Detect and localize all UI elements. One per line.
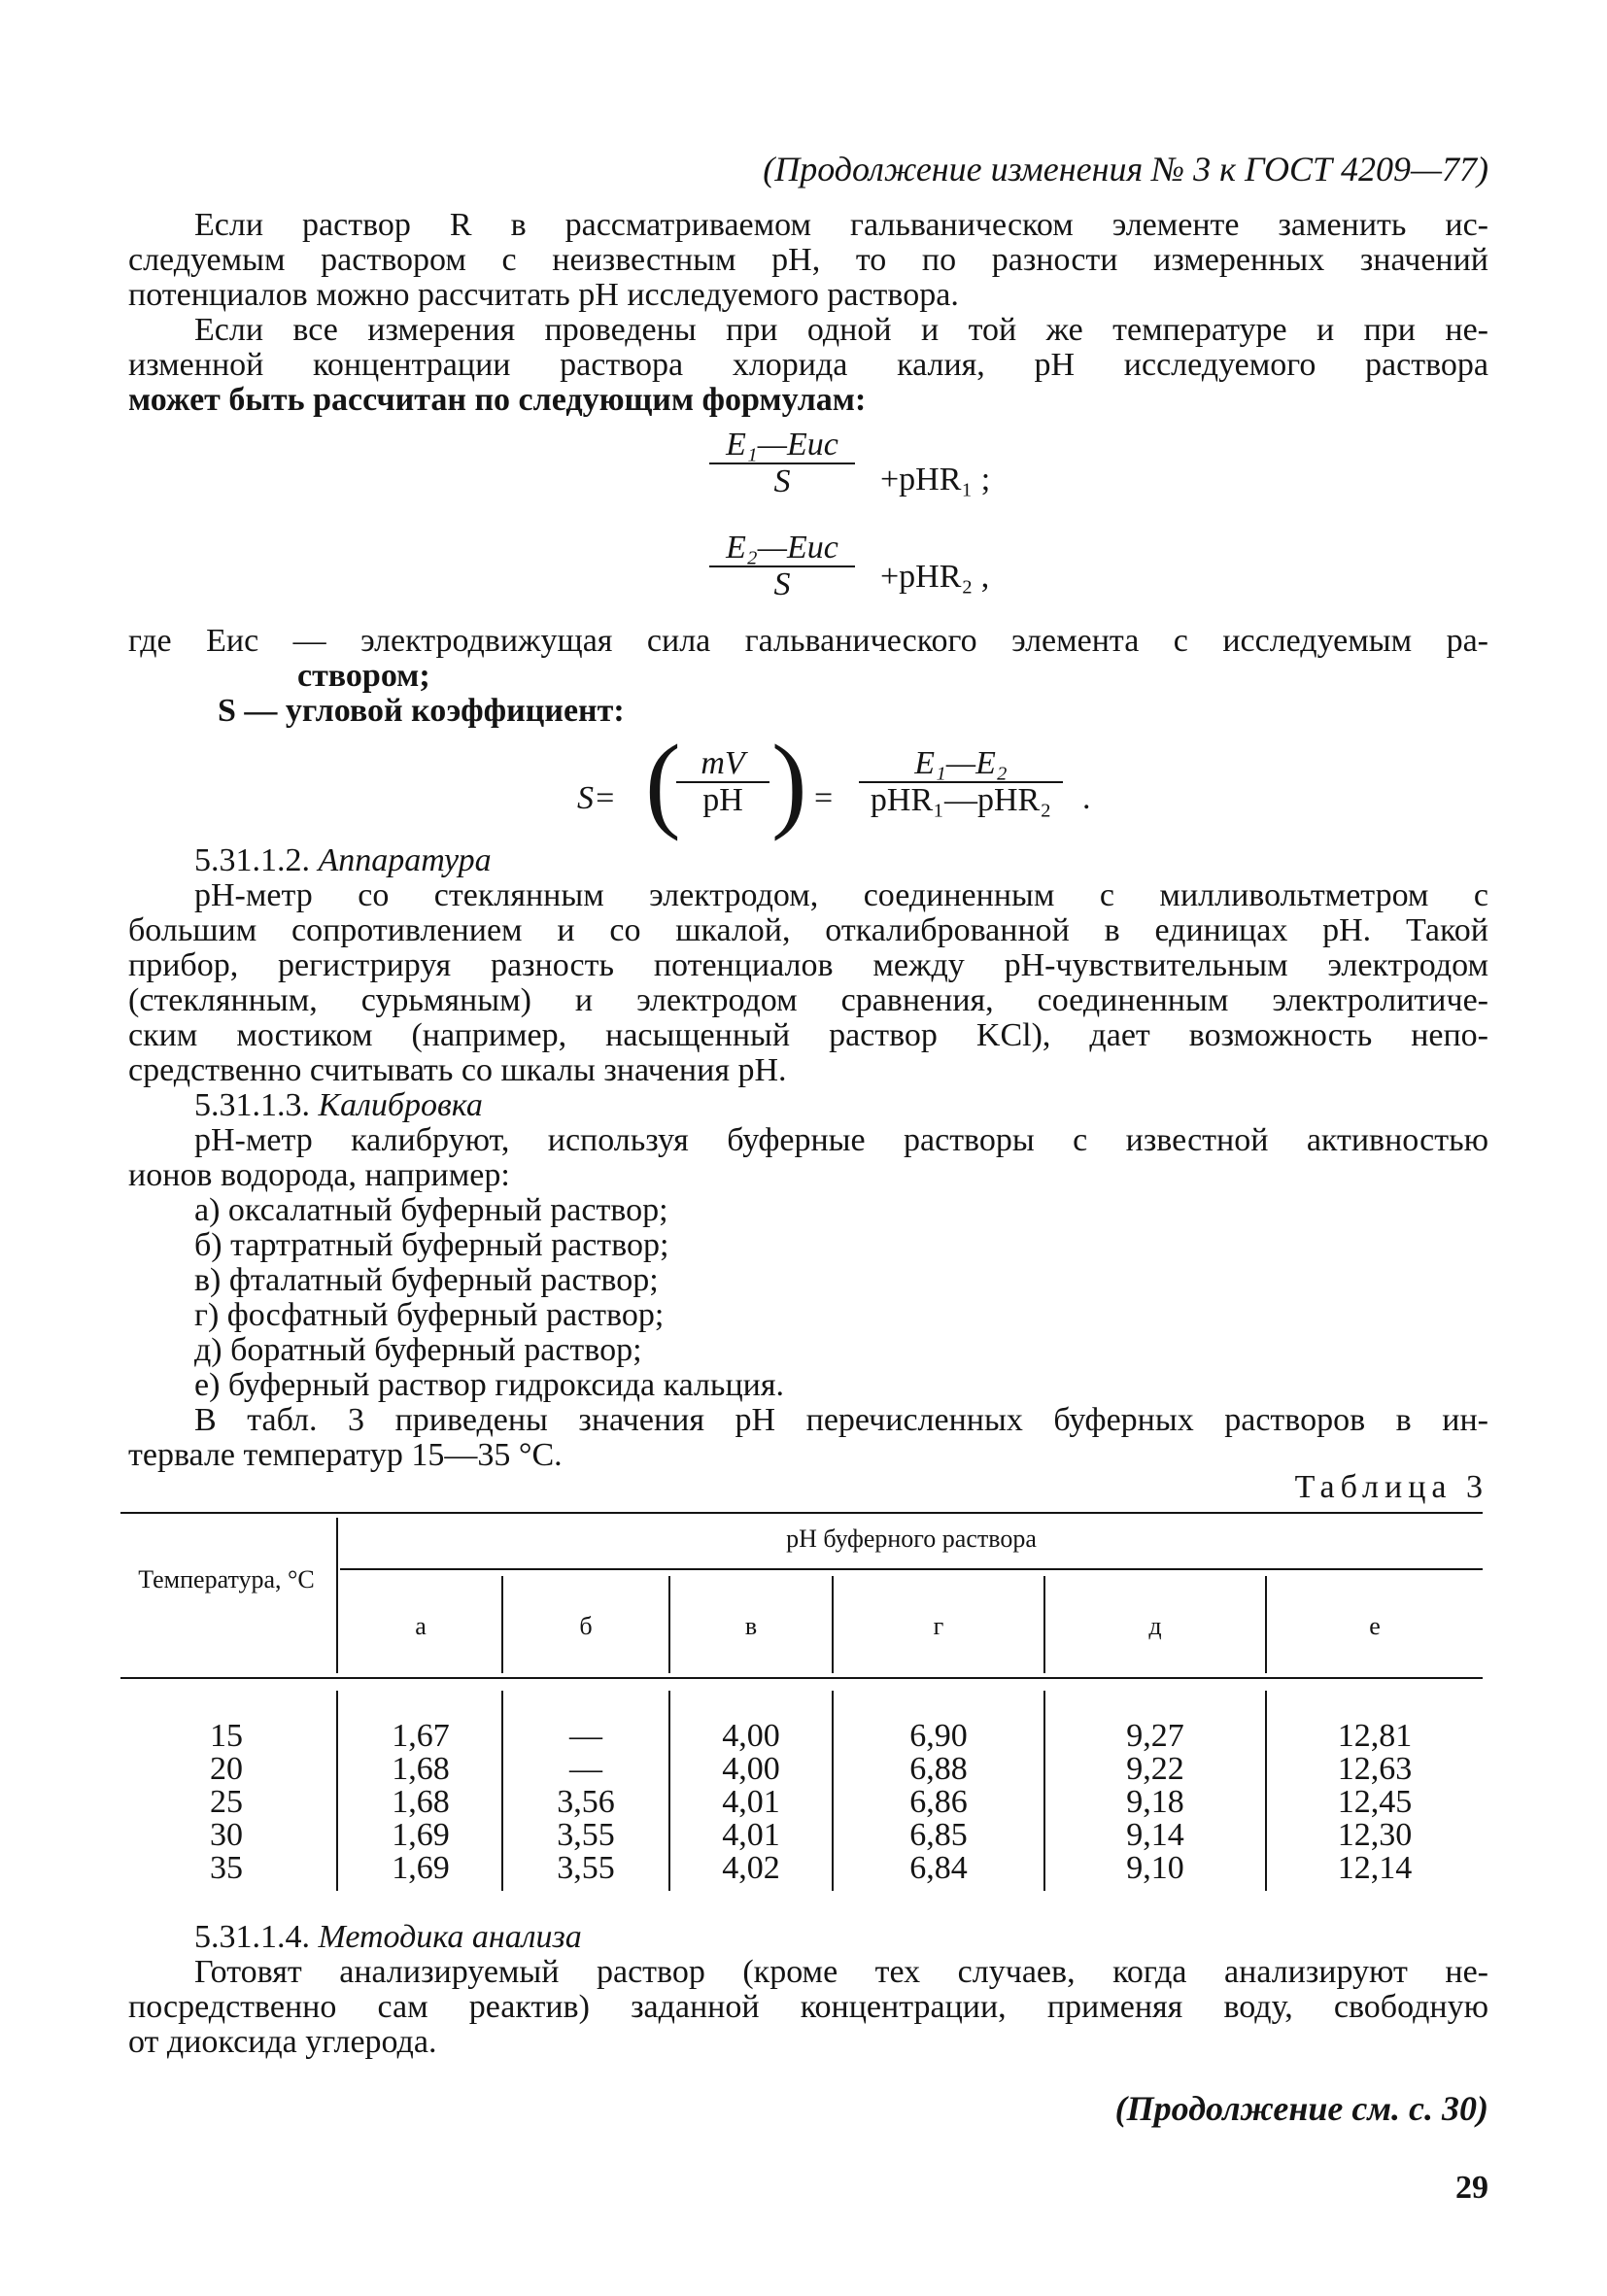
paragraph-5-line-2: тервале температур 15—35 °C. xyxy=(128,1437,563,1473)
table-header-group: pH буферного раствора xyxy=(786,1525,1037,1553)
paragraph-4-line-2: ионов водорода, например: xyxy=(128,1157,510,1193)
section-calibration-title: Калибровка xyxy=(318,1087,483,1123)
paragraph-2-line-3: может быть рассчитан по следующим формулам: xyxy=(128,382,867,418)
table-top-rule xyxy=(120,1512,1483,1514)
where-line-3: S — угловой коэффициент: xyxy=(218,693,625,729)
table-cell-temp: 35 xyxy=(210,1850,243,1886)
table-cell: 1,69 xyxy=(392,1850,450,1886)
list-item: г) фосфатный буферный раствор; xyxy=(194,1297,665,1333)
where-line-2: створом; xyxy=(297,658,430,694)
section-method-number: 5.31.1.4. xyxy=(194,1919,310,1955)
table-cell: 4,00 xyxy=(722,1751,780,1787)
formula-3-left-paren: ( xyxy=(645,723,681,841)
formula-3-f1-numerator: mV xyxy=(676,746,769,783)
section-calibration-number: 5.31.1.3. xyxy=(194,1087,310,1123)
formula-1-denominator: S xyxy=(773,463,791,499)
table-title: Таблица 3 xyxy=(1294,1469,1488,1505)
table-cell: 1,68 xyxy=(392,1784,450,1820)
table-cell-temp: 30 xyxy=(210,1817,243,1853)
table-header-temperature: Температура, °C xyxy=(138,1565,315,1593)
table-cell-temp: 20 xyxy=(210,1751,243,1787)
table-subheader: е xyxy=(1369,1612,1381,1640)
page-number: 29 xyxy=(1455,2170,1488,2206)
section-apparatus-heading xyxy=(194,843,1488,878)
formula-3-f2-denominator: pHR₁—pHR₂ xyxy=(870,782,1052,818)
table-cell: 1,67 xyxy=(392,1718,450,1754)
paragraph-1-line-1: Если раствор R в рассматриваемом гальваническом элементе заменить ис- xyxy=(194,207,1488,243)
section-method-heading xyxy=(194,1920,1488,1955)
section-calibration-heading xyxy=(194,1088,1488,1123)
table-subheader: д xyxy=(1148,1612,1162,1640)
table-cell: 6,88 xyxy=(909,1751,968,1787)
table-cell: 6,90 xyxy=(909,1718,968,1754)
paragraph-3-line-3: прибор, регистрируя разность потенциалов между pH-чувствительным электродом xyxy=(128,947,1488,983)
table-cell: 4,00 xyxy=(722,1718,780,1754)
table-cell: 4,01 xyxy=(722,1817,780,1853)
table-cell: 3,55 xyxy=(557,1850,615,1886)
table-cell: 12,14 xyxy=(1337,1850,1413,1886)
formula-3-f1-denominator: pH xyxy=(702,782,743,818)
table-cell: 9,22 xyxy=(1126,1751,1184,1787)
table-cell: 4,01 xyxy=(722,1784,780,1820)
paragraph-3-line-1: pH-метр со стеклянным электродом, соединенным с милливольтметром с xyxy=(194,877,1488,913)
paragraph-5-line-1: В табл. 3 приведены значения pH перечисленных буферных растворов в ин- xyxy=(194,1402,1488,1438)
table-cell: 1,68 xyxy=(392,1751,450,1787)
list-item: б) тартратный буферный раствор; xyxy=(194,1227,669,1263)
table-cell: 4,02 xyxy=(722,1850,780,1886)
table-cell: 12,45 xyxy=(1337,1784,1413,1820)
table-cell: 9,14 xyxy=(1126,1817,1184,1853)
paragraph-2-line-2: изменной концентрации раствора хлорида калия, pH исследуемого раствора xyxy=(128,347,1488,383)
table-group-rule xyxy=(340,1568,1483,1570)
formula-2-numerator: E₂—Eис xyxy=(709,531,855,567)
list-item: в) фталатный буферный раствор; xyxy=(194,1262,659,1298)
running-header: (Продолжение изменения № 3 к ГОСТ 4209—77) xyxy=(763,150,1488,188)
paragraph-6-line-1: Готовят анализируемый раствор (кроме тех случаев, когда анализируют не- xyxy=(194,1954,1488,1990)
section-method-title: Методика анализа xyxy=(318,1919,582,1955)
table-cell: 3,55 xyxy=(557,1817,615,1853)
paragraph-3-line-6: средственно считывать со шкалы значения pH. xyxy=(128,1052,787,1088)
table-cell-temp: 25 xyxy=(210,1784,243,1820)
paragraph-2-line-1: Если все измерения проведены при одной и той же температуре и при не- xyxy=(194,312,1488,348)
table-divider xyxy=(336,1518,338,1673)
table-cell: 9,18 xyxy=(1126,1784,1184,1820)
table-subheader: б xyxy=(579,1612,593,1640)
paragraph-6-line-3: от диоксида углерода. xyxy=(128,2024,437,2060)
formula-1-numerator: E₁—Eис xyxy=(709,428,855,464)
formula-3-dot: . xyxy=(1082,780,1091,816)
formula-3-right-paren: ) xyxy=(771,723,807,841)
paragraph-1-line-2: следуемым раствором с неизвестным pH, то по разности измеренных значений xyxy=(128,242,1488,278)
table-subheader: в xyxy=(744,1612,758,1640)
formula-3-equals: = xyxy=(814,780,834,816)
table-cell: 12,30 xyxy=(1337,1817,1413,1853)
formula-1-fraction xyxy=(709,428,855,499)
section-apparatus-number: 5.31.1.2. xyxy=(194,842,310,878)
paragraph-4-line-1: pH-метр калибруют, используя буферные растворы с известной активностью xyxy=(194,1122,1488,1158)
formula-1-tail: +pHR₁ ; xyxy=(880,462,991,497)
table-cell: 12,81 xyxy=(1337,1718,1413,1754)
table-cell: 1,69 xyxy=(392,1817,450,1853)
formula-3-fraction-1 xyxy=(676,746,769,818)
paragraph-6-line-2: посредственно сам реактив) заданной концентрации, применяя воду, свободную xyxy=(128,1989,1488,2025)
formula-2-denominator: S xyxy=(773,566,791,602)
table-cell: 9,27 xyxy=(1126,1718,1184,1754)
table-cell: — xyxy=(569,1718,602,1754)
list-item: е) буферный раствор гидроксида кальция. xyxy=(194,1367,784,1403)
formula-2-fraction xyxy=(709,531,855,602)
formula-3-lhs: S= xyxy=(577,780,616,816)
continuation-note: (Продолжение см. с. 30) xyxy=(1114,2089,1488,2128)
table-header-rule xyxy=(120,1677,1483,1679)
formula-3-fraction-2 xyxy=(859,746,1063,818)
table-subheader: г xyxy=(933,1612,944,1640)
paragraph-1-line-3: потенциалов можно рассчитать pH исследуемого раствора. xyxy=(128,277,959,313)
table-cell: 9,10 xyxy=(1126,1850,1184,1886)
table-cell: 6,86 xyxy=(909,1784,968,1820)
paragraph-3-line-5: ским мостиком (например, насыщенный раствор KCl), дает возможность непо- xyxy=(128,1017,1488,1053)
formula-3-f2-numerator: E₁—E₂ xyxy=(859,746,1063,783)
paragraph-3-line-4: (стеклянным, сурьмяным) и электродом сравнения, соединенным электролитиче- xyxy=(128,982,1488,1018)
list-item: д) боратный буферный раствор; xyxy=(194,1332,642,1368)
table-cell: 6,85 xyxy=(909,1817,968,1853)
section-apparatus-title: Аппаратура xyxy=(318,842,492,878)
table-cell: — xyxy=(569,1751,602,1787)
where-line-1: где Eис — электродвижущая сила гальванического элемента с исследуемым ра- xyxy=(128,623,1488,659)
table-subheader: а xyxy=(415,1612,427,1640)
table-cell: 6,84 xyxy=(909,1850,968,1886)
table-divider xyxy=(336,1691,338,1891)
paragraph-3-line-2: большим сопротивлением и со шкалой, откалиброванной в единицах pH. Такой xyxy=(128,912,1488,948)
list-item: а) оксалатный буферный раствор; xyxy=(194,1192,668,1228)
table-cell: 12,63 xyxy=(1337,1751,1413,1787)
table-cell-temp: 15 xyxy=(210,1718,243,1754)
formula-2-tail: +pHR₂ , xyxy=(880,559,990,595)
table-cell: 3,56 xyxy=(557,1784,615,1820)
